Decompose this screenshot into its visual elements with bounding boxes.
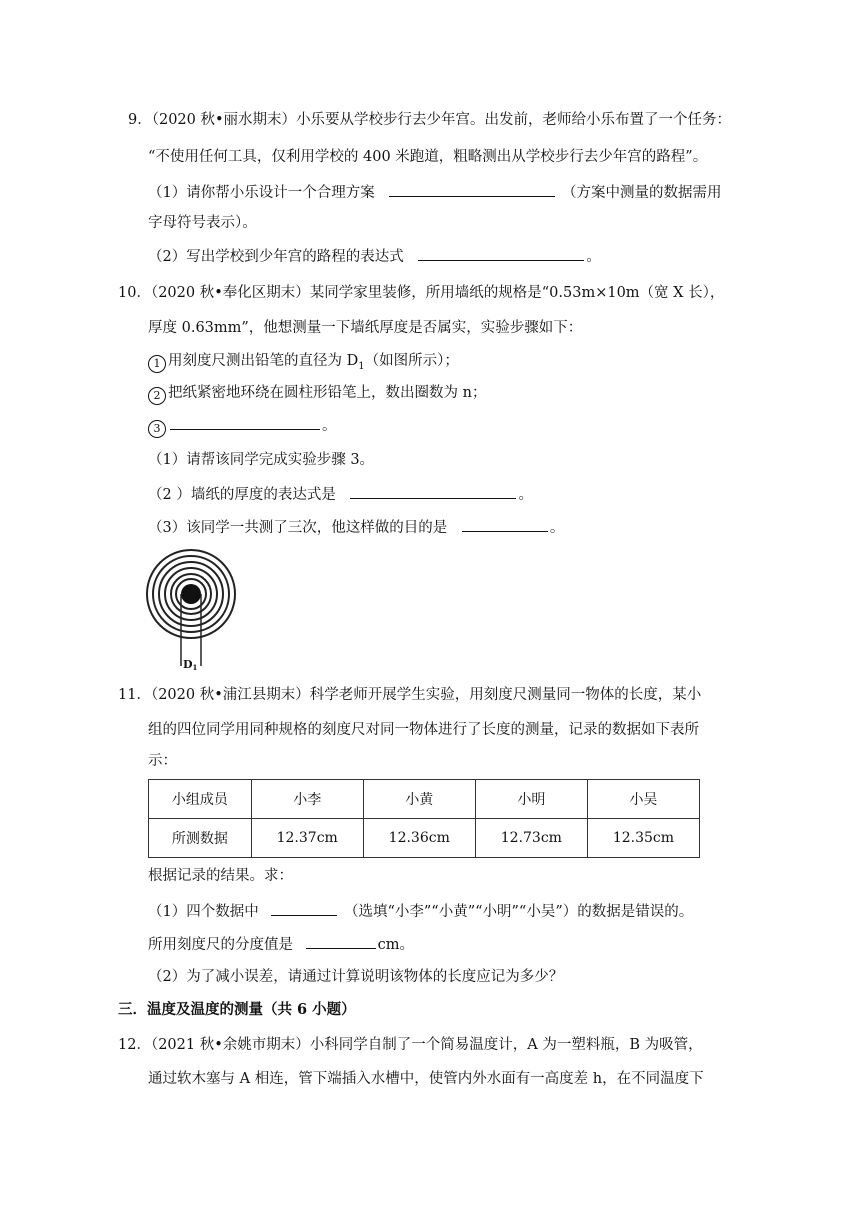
q9-sub1-cont: 字母符号表示）。 — [148, 215, 257, 231]
q10-sub1: （1）请帮该同学完成实验步骤 3。 — [148, 452, 375, 468]
question-stem: 小科同学自制了一个简易温度计，A 为一塑料瓶，B 为吸管， — [309, 1037, 703, 1053]
step-number-circle: 1 — [148, 355, 166, 373]
table-cell: 12.73cm — [475, 819, 587, 858]
table-header-cell: 小明 — [475, 780, 587, 819]
question-stem: 某同学家里装修，所用墙纸的规格是“0.53m×10m（宽 X 长）， — [309, 285, 725, 301]
q9-line-2: “不使用任何工具，仅利用学校的 400 米跑道，粗略测出从学校步行去少年宫的路程”。 — [148, 149, 708, 165]
measurement-table — [148, 779, 700, 858]
q11-line-3: 示： — [148, 753, 177, 769]
table-cell: 12.37cm — [251, 819, 363, 858]
question-number: 11． — [118, 687, 151, 703]
q9-sub2: （2）写出学校到少年宫的路程的表达式 。 — [148, 246, 601, 267]
q10-line-2: 厚度 0.63mm”，他想测量一下墙纸厚度是否属实，实验步骤如下： — [148, 320, 583, 336]
q11-line-1 — [118, 685, 701, 705]
answer-blank[interactable] — [170, 415, 320, 430]
q11-sub1-cont: 所用刻度尺的分度值是 cm。 — [148, 934, 414, 955]
q10-line-1 — [118, 283, 724, 303]
step-number-circle: 2 — [148, 387, 166, 405]
answer-blank[interactable] — [418, 246, 584, 261]
answer-blank[interactable] — [350, 484, 516, 499]
table-row — [149, 780, 700, 819]
step-number-circle: 3 — [148, 420, 166, 438]
question-source: （2020 秋•丽水期末） — [151, 112, 297, 128]
q11-sub2: （2）为了减小误差，请通过计算说明该物体的长度应记为多少？ — [148, 969, 564, 985]
question-stem: 小乐要从学校步行去少年宫。出发前，老师给小乐布置了一个任务： — [296, 112, 732, 128]
table-header-cell: 小黄 — [363, 780, 475, 819]
q10-sub3: （3）该同学一共测了三次，他这样做的目的是 。 — [148, 517, 564, 538]
table-header-cell: 小吴 — [587, 780, 699, 819]
figure-label-d1: D1 — [183, 658, 198, 672]
q12-line-1 — [118, 1035, 703, 1055]
question-source: （2020 秋•奉化区期末） — [150, 285, 310, 301]
table-row — [149, 819, 700, 858]
table-cell: 所测数据 — [149, 819, 252, 858]
table-cell: 12.35cm — [587, 819, 699, 858]
question-stem: 科学老师开展学生实验，用刻度尺测量同一物体的长度，某小 — [309, 687, 702, 703]
question-source: （2021 秋•余姚市期末） — [150, 1037, 310, 1053]
table-header-cell: 小李 — [251, 780, 363, 819]
question-number: 10． — [118, 285, 151, 301]
section-heading: 三．温度及温度的测量（共 6 小题） — [118, 1001, 356, 1018]
question-number: 12． — [118, 1037, 151, 1053]
q9-line-1 — [128, 110, 731, 130]
table-header-cell: 小组成员 — [149, 780, 252, 819]
q10-step1: 1 用刻度尺测出铅笔的直径为 $D_1$（如图所示）； — [148, 351, 459, 377]
answer-blank[interactable] — [389, 182, 555, 197]
answer-blank[interactable] — [271, 901, 337, 916]
answer-blank[interactable] — [306, 934, 376, 949]
answer-blank[interactable] — [462, 517, 548, 532]
question-number: 9． — [128, 112, 152, 128]
q9-sub1: （1）请你帮小乐设计一个合理方案 （方案中测量的数据需用 — [148, 182, 721, 203]
q11-line-2: 组的四位同学用同种规格的刻度尺对同一物体进行了长度的测量，记录的数据如下表所 — [148, 722, 699, 738]
pencil-cross-section — [181, 584, 201, 604]
q10-sub2: （2 ）墙纸的厚度的表达式是 。 — [148, 484, 533, 505]
q10-step2: 2 把纸紧密地环绕在圆柱形铅笔上，数出圈数为 n； — [148, 383, 486, 405]
q11-sub1: （1）四个数据中 （选填“小李”“小黄”“小明”“小吴”）的数据是错误的。 — [148, 901, 693, 922]
q10-step3: 3 。 — [148, 415, 337, 438]
table-cell: 12.36cm — [363, 819, 475, 858]
question-source: （2020 秋•浦江县期末） — [150, 687, 310, 703]
wound-paper-figure — [140, 548, 240, 672]
q11-after-table: 根据记录的结果。求： — [148, 868, 293, 884]
q12-line-2: 通过软木塞与 A 相连，管下端插入水槽中，使管内外水面有一高度差 h，在不同温度下 — [148, 1071, 704, 1087]
